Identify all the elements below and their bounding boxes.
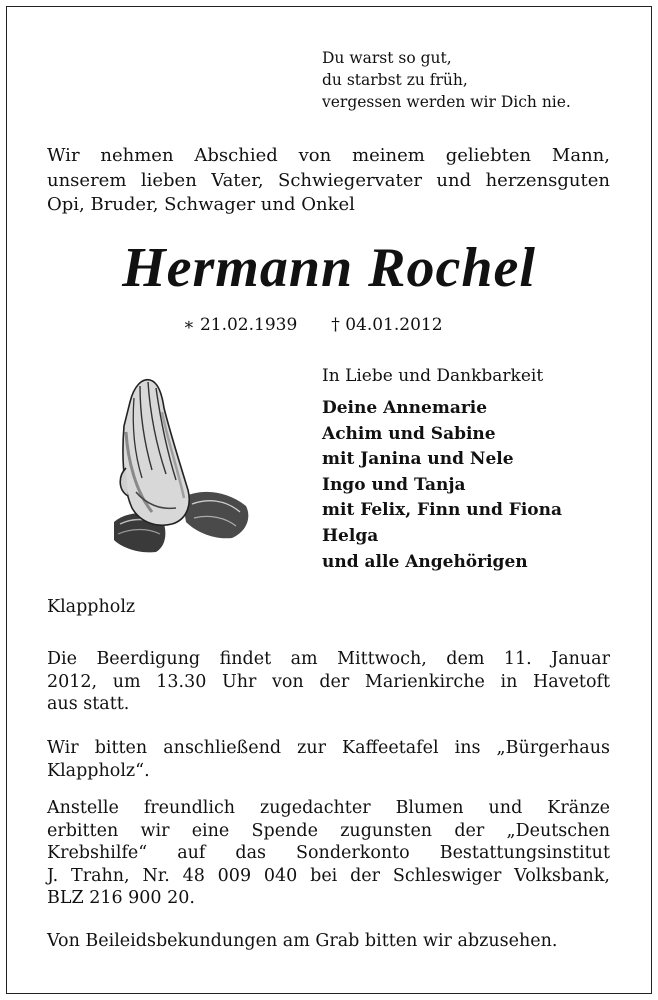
poem-line: Du warst so gut, (322, 49, 452, 67)
condolence-paragraph (47, 930, 610, 953)
poem-line: du starbst zu früh, (322, 71, 468, 89)
paragraph-line: Anstelle freundlich zugedachter Blumen und Kränze (47, 798, 610, 818)
mourners-intro: In Liebe und Dankbarkeit (322, 366, 544, 386)
poem-line: vergessen werden wir Dich nie. (322, 93, 571, 111)
deceased-name: Hermann Rochel (122, 237, 536, 299)
death-date: † 04.01.2012 (331, 315, 443, 335)
mourner-name: Ingo und Tanja (322, 474, 466, 495)
mourner-name: Deine Annemarie (322, 398, 488, 418)
paragraph-line: Klappholz“. (47, 760, 150, 781)
paragraph-line: Von Beileidsbekundungen am Grab bitten wir abzusehen. (47, 931, 558, 951)
coffee-paragraph (47, 737, 610, 782)
life-dates (183, 315, 483, 335)
donation-paragraph (47, 797, 610, 910)
mourner-name: Helga (322, 525, 379, 546)
paragraph-line: aus statt. (47, 694, 130, 715)
praying-hands-icon (96, 372, 256, 556)
paragraph-line: J. Trahn, Nr. 48 009 040 bei der Schleswiger Volksbank, (47, 865, 610, 886)
mourner-name: mit Janina und Nele (322, 449, 514, 470)
mourner-name: mit Felix, Finn und Fiona (322, 500, 562, 521)
paragraph-line: erbitten wir eine Spende zugunsten der „Deutschen (47, 820, 610, 841)
paragraph-line: Die Beerdigung findet am Mittwoch, dem 11. Januar (47, 649, 610, 669)
paragraph-line: Wir bitten anschließend zur Kaffeetafel ins „Bürgerhaus (47, 738, 610, 758)
intro-line: unserem lieben Vater, Schwiegervater und herzensguten (47, 169, 610, 191)
paragraph-line: 2012, um 13.30 Uhr von der Marienkirche in Havetoft (47, 671, 610, 692)
mourner-name: und alle Angehörigen (322, 551, 528, 572)
intro-line: Wir nehmen Abschied von meinem geliebten Mann, (47, 145, 610, 166)
intro-line: Opi, Bruder, Schwager und Onkel (47, 194, 355, 215)
funeral-paragraph (47, 648, 610, 716)
paragraph-line: BLZ 216 900 20. (47, 888, 195, 909)
intro-text (47, 144, 610, 218)
mourner-name: Achim und Sabine (322, 423, 496, 444)
place-name: Klappholz (47, 597, 136, 617)
poem (322, 47, 622, 113)
mourners-list (322, 396, 562, 575)
paragraph-line: Krebshilfe“ auf das Sonderkonto Bestattungsinstitut (47, 843, 610, 864)
birth-date: ∗ 21.02.1939 (183, 315, 298, 335)
